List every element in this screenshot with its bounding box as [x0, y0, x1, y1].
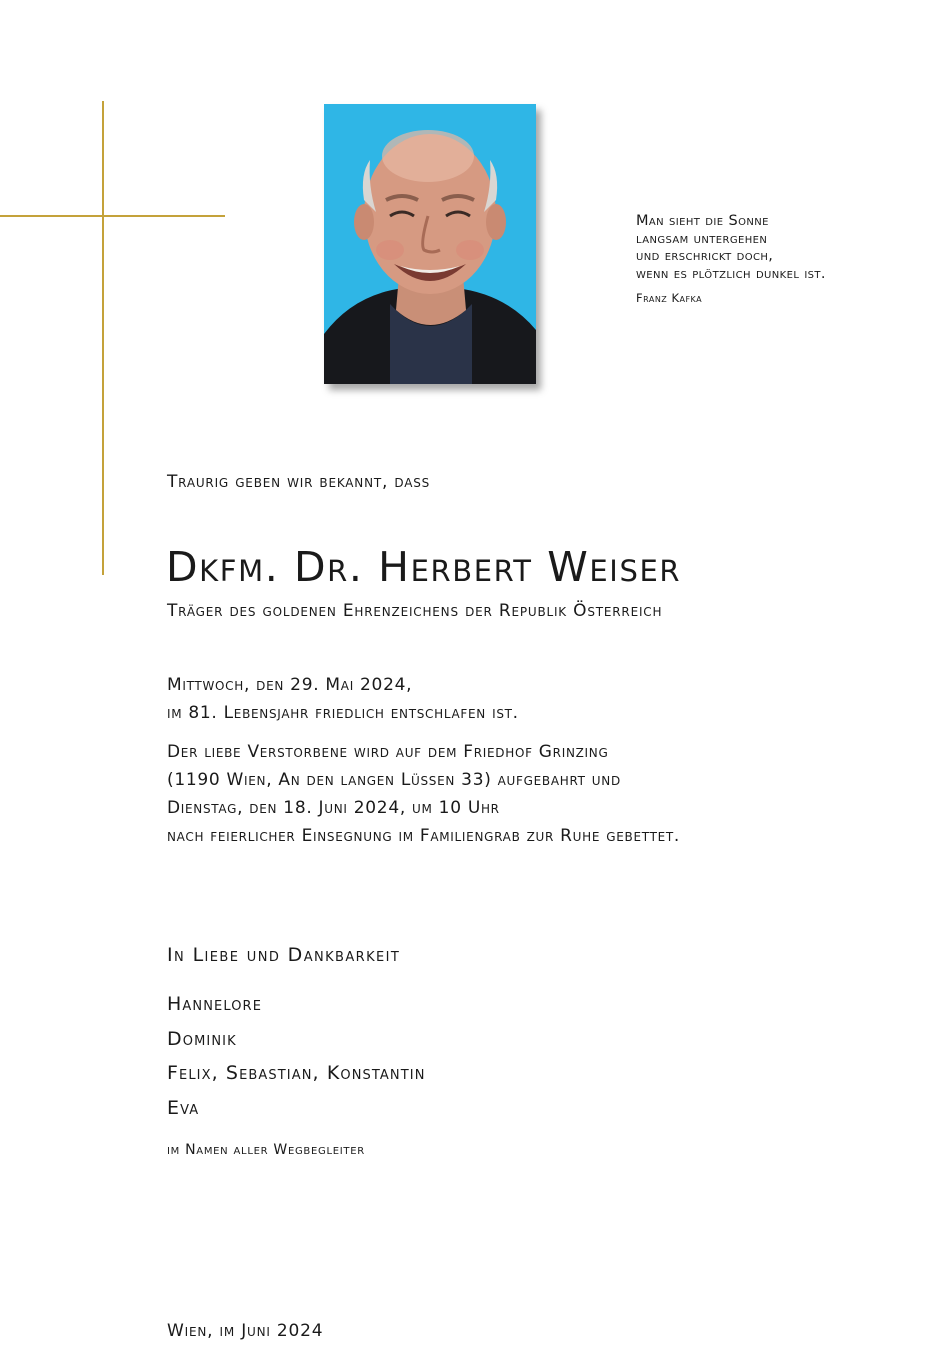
- family-member: Eva: [167, 1096, 200, 1119]
- portrait-photo: [324, 104, 536, 384]
- quote-author: Franz Kafka: [636, 291, 703, 305]
- paragraph-line: (1190 Wien, An den langen Lüssen 33) aufgebahrt und: [167, 770, 621, 790]
- paragraph-line: nach feierlicher Einsegnung im Familiengrab zur Ruhe gebettet.: [167, 826, 681, 846]
- quote-line: wenn es plötzlich dunkel ist.: [636, 265, 826, 282]
- paragraph-line: Der liebe Verstorbene wird auf dem Friedhof Grinzing: [167, 742, 609, 762]
- cross-horizontal-bar: [0, 215, 225, 217]
- quote-line: langsam untergehen: [636, 230, 768, 247]
- closing-phrase: In Liebe und Dankbarkeit: [167, 944, 401, 966]
- portrait-illustration: [324, 104, 536, 384]
- paragraph-line: im 81. Lebensjahr friedlich entschlafen ist.: [167, 703, 519, 723]
- kafka-quote: [636, 213, 926, 283]
- family-member: Hannelore: [167, 993, 263, 1015]
- deceased-honor: Träger des goldenen Ehrenzeichens der Republik Österreich: [167, 601, 663, 621]
- paragraph-line: Mittwoch, den 29. Mai 2024,: [167, 675, 413, 695]
- announcement-line: Traurig geben wir bekannt, dass: [167, 472, 431, 492]
- paragraph-line: Dienstag, den 18. Juni 2024, um 10 Uhr: [167, 798, 500, 818]
- quote-line: und erschrickt doch,: [636, 248, 774, 264]
- funeral-paragraph: [167, 738, 680, 850]
- death-paragraph: [167, 671, 519, 727]
- on-behalf-line: im Namen aller Wegbegleiter: [167, 1142, 365, 1158]
- family-list: [167, 987, 426, 1125]
- family-member: Felix, Sebastian, Konstantin: [167, 1062, 426, 1084]
- family-member: Dominik: [167, 1027, 237, 1050]
- place-date: Wien, im Juni 2024: [167, 1321, 324, 1341]
- deceased-name: Dkfm. Dr. Herbert Weiser: [166, 543, 682, 591]
- quote-line: Man sieht die Sonne: [636, 213, 769, 229]
- cross-vertical-bar: [102, 101, 104, 575]
